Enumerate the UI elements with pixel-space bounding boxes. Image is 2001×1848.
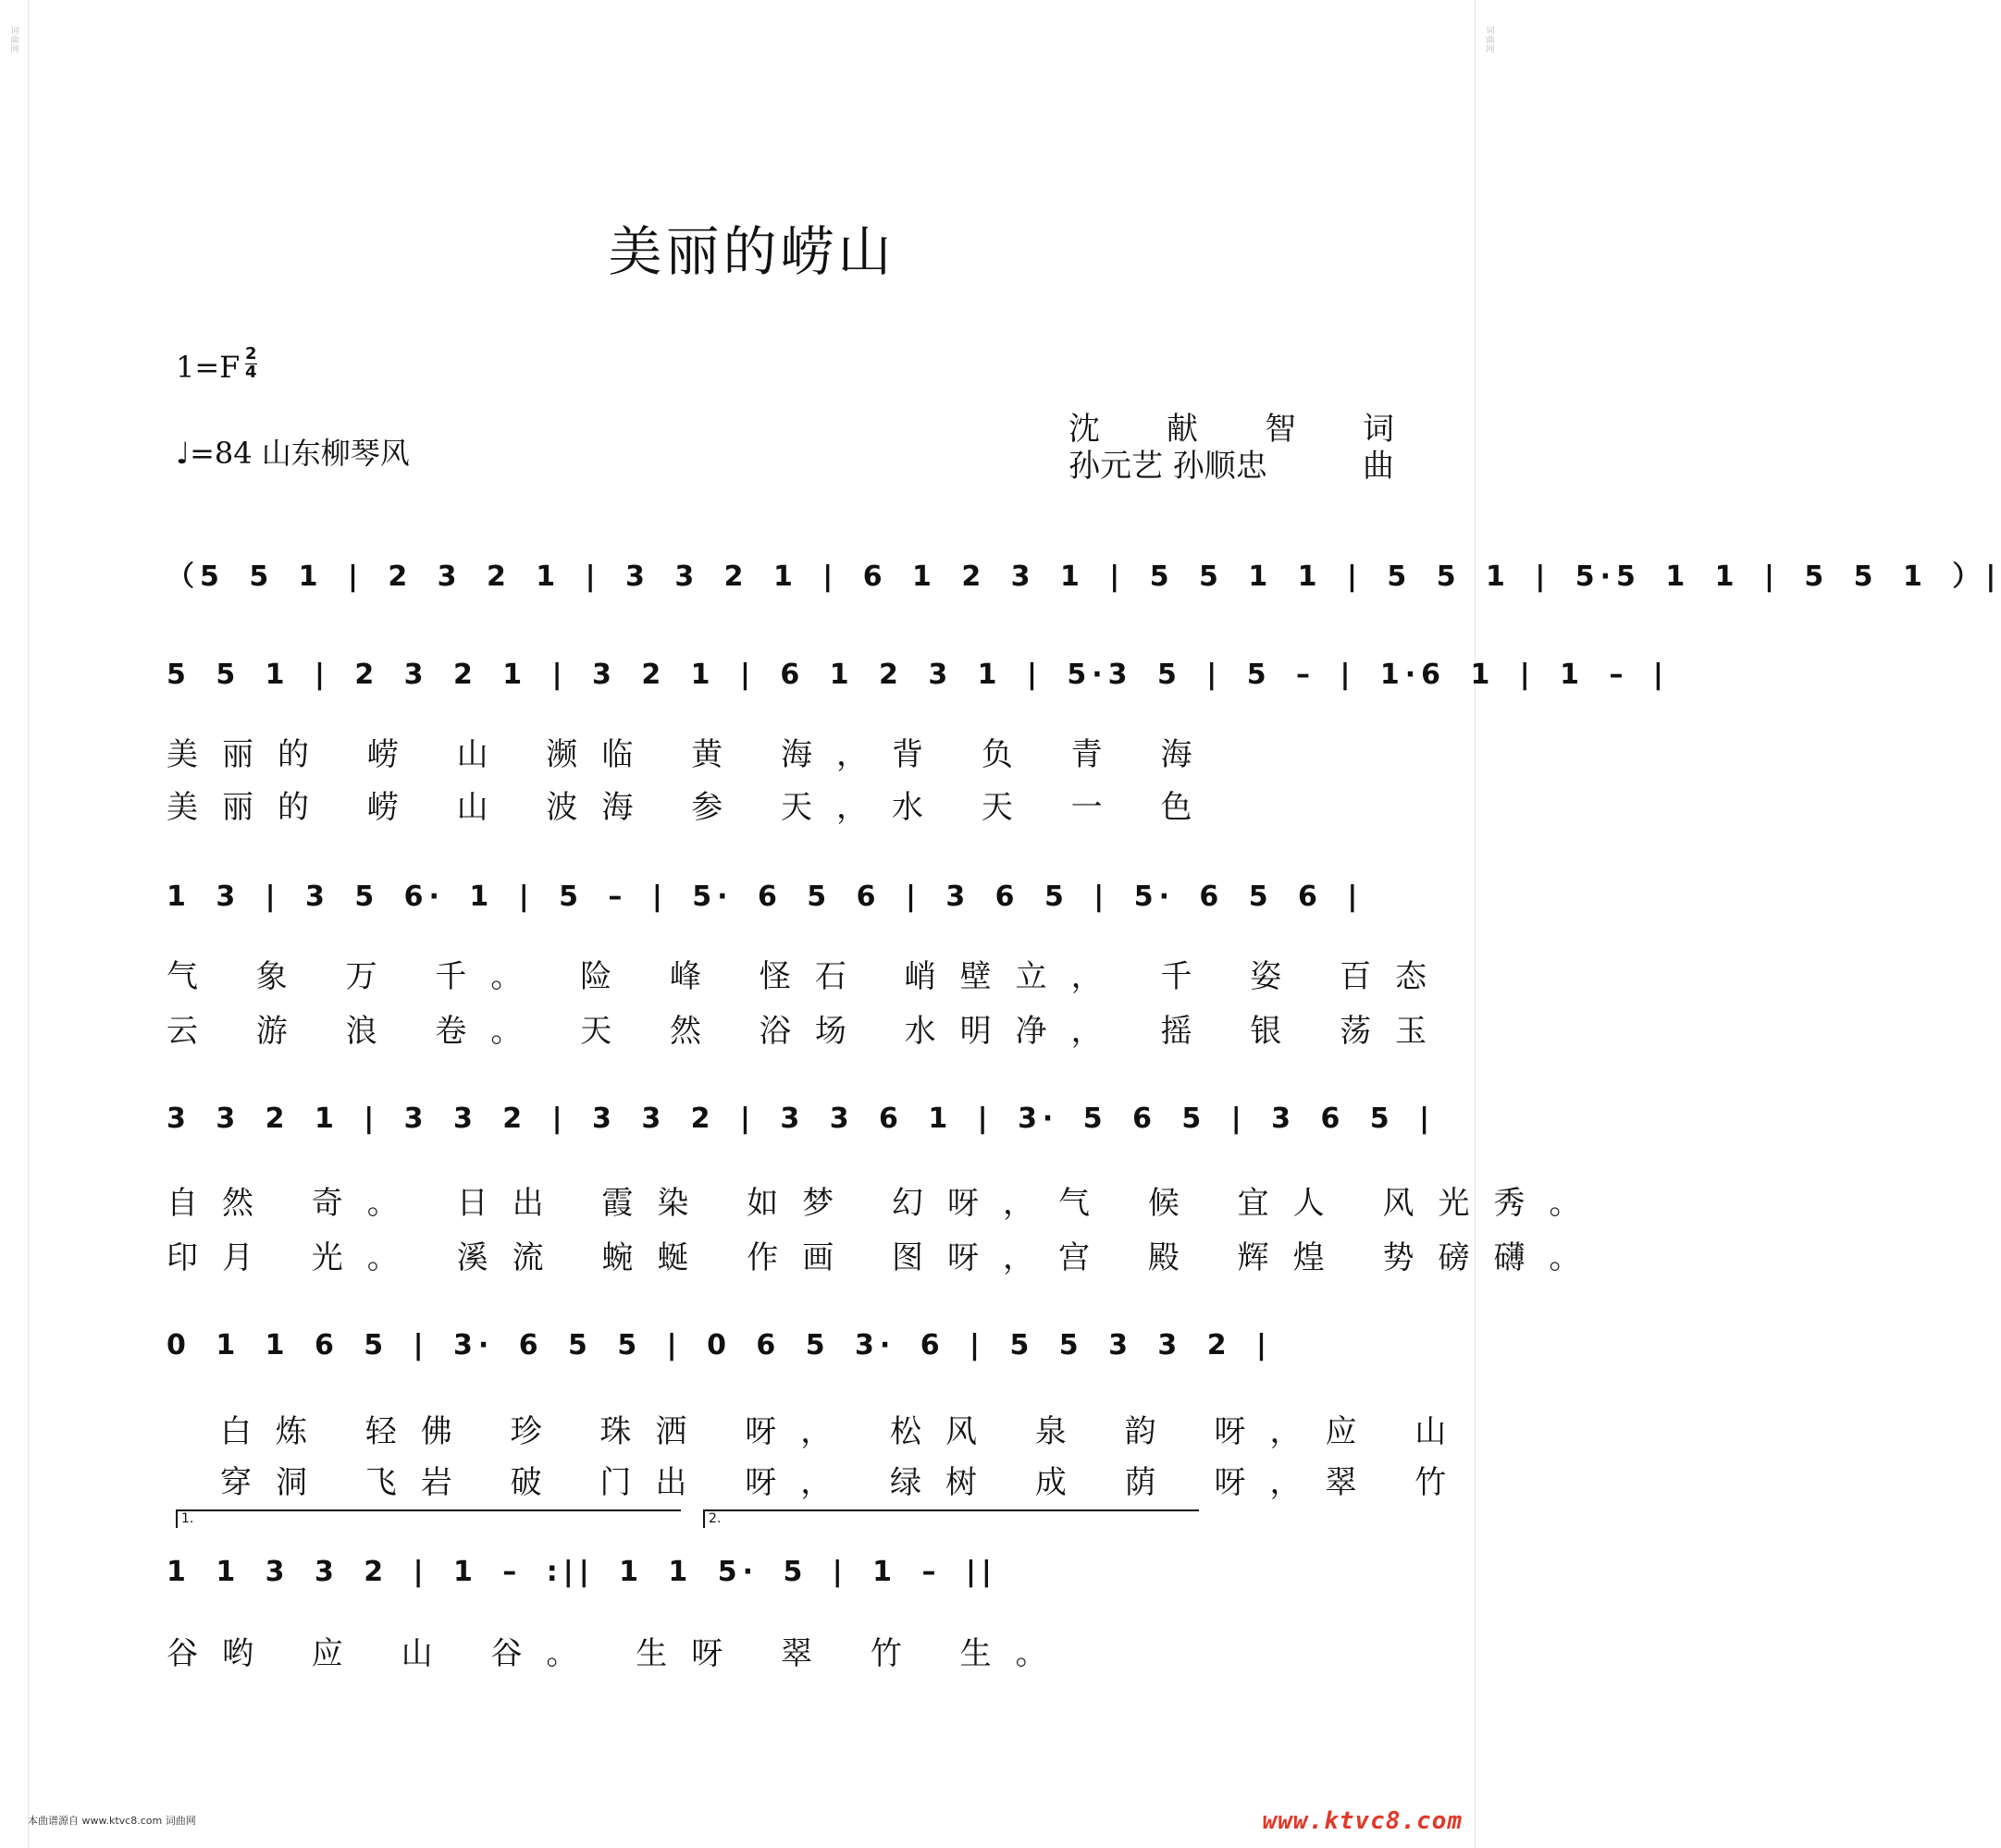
source-note: 本曲谱源自 www.ktvc8.com 词曲网: [28, 1815, 196, 1827]
time-sig-bottom: 4: [245, 363, 257, 382]
lyricist-char: 沈: [1068, 411, 1100, 448]
tempo-marking: ♩=84 山东柳琴风: [176, 436, 410, 471]
composer-role: 曲: [1363, 448, 1394, 485]
lyric-verse2-line3: 印月 光。 溪流 蜿蜒 作画 图呀，宫 殿 辉煌 势磅礴。: [167, 1239, 1605, 1276]
notation-line-5: 1 1 3 3 2 | 1 – :|| 1 1 5· 5 | 1 – ||: [167, 1556, 997, 1588]
notation-line-4: 0 1 1 6 5 | 3· 6 5 5 | 0 6 5 3· 6 | 5 5 3 3 2 |: [167, 1329, 1273, 1361]
lyric-verse1-line1: 美丽的 崂 山 濒临 黄 海，背 负 青 海: [167, 736, 1217, 773]
lyricist-char: 智: [1265, 411, 1296, 448]
notation-line-3: 3 3 2 1 | 3 3 2 | 3 3 2 | 3 3 6 1 | 3· 5 6 5 | 3 6 5 |: [167, 1103, 1436, 1135]
composer-credit: [1068, 440, 1394, 486]
lyric-verse1-line2: 气 象 万 千。 险 峰 怪石 峭壁立， 千 姿 百态: [167, 958, 1451, 995]
composer-name: 孙元艺 孙顺忠: [1068, 448, 1267, 485]
key-signature: 1=F: [176, 350, 241, 385]
lyric-verse1-line4: 白炼 轻佛 珍 珠洒 呀， 松风 泉 韵 呀，应 山: [220, 1413, 1471, 1450]
lyric-verse1-line3: 自然 奇。 日出 霞染 如梦 幻呀，气 候 宜人 风光秀。: [167, 1185, 1605, 1222]
lyricist-role: 词: [1363, 411, 1394, 448]
time-sig-top: 2: [245, 344, 257, 363]
notation-line-2: 1 3 | 3 5 6· 1 | 5 – | 5· 6 5 6 | 3 6 5 | 5· 6 5 6 |: [167, 881, 1364, 913]
lyric-verse2-line4: 穿洞 飞岩 破 门出 呀， 绿树 成 荫 呀，翠 竹: [220, 1464, 1471, 1501]
first-ending-bracket: 1.: [176, 1509, 681, 1528]
watermark-text: 词曲网: [1484, 26, 1494, 54]
lyric-verse2-line2: 云 游 浪 卷。 天 然 浴场 水明净， 摇 银 荡玉: [167, 1013, 1451, 1050]
lyricist-char: 献: [1167, 411, 1198, 448]
site-logo: www.ktvc8.com: [1262, 1807, 1463, 1835]
notation-line-intro: （5 5 1 | 2 3 2 1 | 3 3 2 1 | 6 1 2 3 1 | 5 5 1 1 | 5 5 1 | 5·5 1 1 | 5 5 1 ）|: [167, 561, 2001, 593]
second-ending-bracket: 2.: [703, 1509, 1199, 1528]
notation-line-1: 5 5 1 | 2 3 2 1 | 3 2 1 | 6 1 2 3 1 | 5·3 5 | 5 – | 1·6 1 | 1 – |: [167, 659, 1669, 691]
lyric-verse2-line1: 美丽的 崂 山 波海 参 天，水 天 一 色: [167, 789, 1217, 826]
watermark-text: 词曲网: [8, 26, 19, 54]
song-title: 美丽的崂山: [608, 220, 896, 283]
lyric-final-line: 谷哟 应 山 谷。 生呀 翠 竹 生。: [167, 1635, 1071, 1672]
time-signature: [245, 346, 257, 381]
